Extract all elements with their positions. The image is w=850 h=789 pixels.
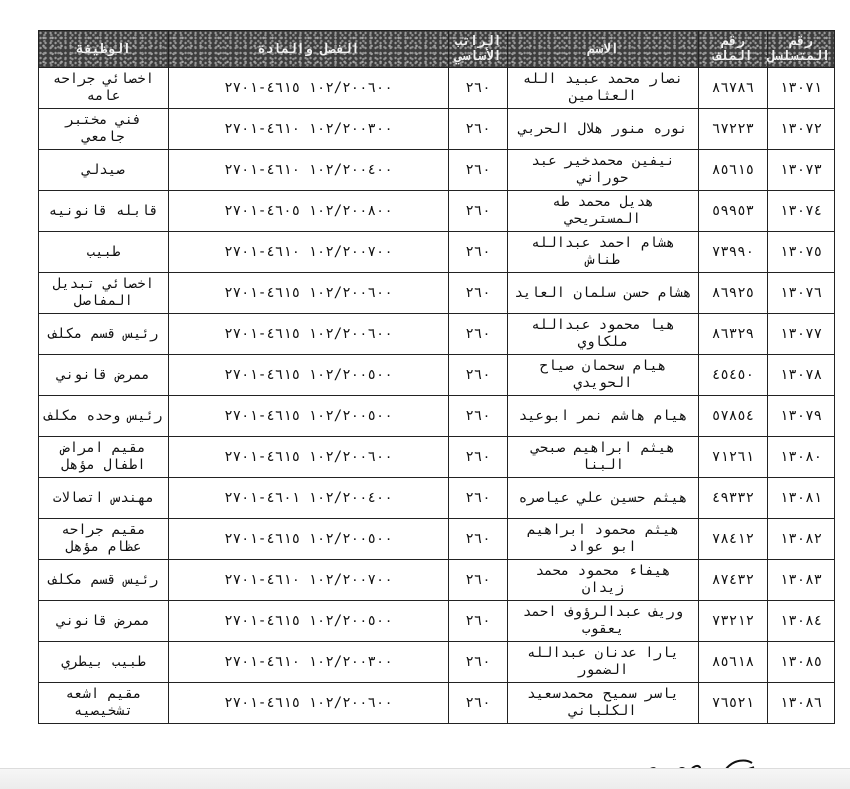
cell-serial: ١٣٠٧٣ [768, 150, 835, 191]
cell-basic-salary: ٢٦٠ [449, 232, 508, 273]
table-row [39, 683, 835, 724]
cell-name: وريف عبدالرؤوف احمد يعقوب [508, 601, 699, 642]
table-header-row [39, 31, 835, 68]
cell-name: هشام حسن سلمان العايد [508, 273, 699, 314]
cell-basic-salary: ٢٦٠ [449, 68, 508, 109]
cell-name: نيفين محمدخير عبد حوراني [508, 150, 699, 191]
cell-name: هيام هاشم نمر ابوعيد [508, 396, 699, 437]
cell-name: هيثم ابراهيم صبحي البنا [508, 437, 699, 478]
cell-name: يارا عدنان عبدالله الضمور [508, 642, 699, 683]
cell-job-title: اخصائي تبديل المفاصل [39, 273, 169, 314]
cell-basic-salary: ٢٦٠ [449, 478, 508, 519]
cell-serial: ١٣٠٨٣ [768, 560, 835, 601]
cell-job-title: مقيم اشعه تشخيصيه [39, 683, 169, 724]
cell-file-number: ٧٣٢١٢ [699, 601, 768, 642]
cell-file-number: ٨٧٤٣٢ [699, 560, 768, 601]
table-row [39, 191, 835, 232]
header-name: الاسم [508, 31, 699, 68]
cell-chapter-article: ١٠٢/٢٠٠٦٠٠ ٤٦١٥-٢٧٠١ [169, 273, 449, 314]
cell-serial: ١٣٠٧٦ [768, 273, 835, 314]
cell-basic-salary: ٢٦٠ [449, 396, 508, 437]
cell-chapter-article: ١٠٢/٢٠٠٦٠٠ ٤٦١٥-٢٧٠١ [169, 314, 449, 355]
table-row [39, 355, 835, 396]
cell-job-title: مقيم جراحه عظام مؤهل [39, 519, 169, 560]
table-row [39, 314, 835, 355]
header-job-title: الوظيفة [39, 31, 169, 68]
cell-chapter-article: ١٠٢/٢٠٠٥٠٠ ٤٦١٥-٢٧٠١ [169, 355, 449, 396]
cell-job-title: رئيس وحده مكلف [39, 396, 169, 437]
table-row [39, 437, 835, 478]
cell-job-title: صيدلي [39, 150, 169, 191]
cell-job-title: ممرض قانوني [39, 355, 169, 396]
cell-chapter-article: ١٠٢/٢٠٠٨٠٠ ٤٦٠٥-٢٧٠١ [169, 191, 449, 232]
cell-file-number: ٧٣٩٩٠ [699, 232, 768, 273]
cell-name: هيثم حسين علي عياصره [508, 478, 699, 519]
cell-job-title: فني مختبر جامعي [39, 109, 169, 150]
cell-chapter-article: ١٠٢/٢٠٠٦٠٠ ٤٦١٥-٢٧٠١ [169, 68, 449, 109]
cell-file-number: ٦٧٢٢٣ [699, 109, 768, 150]
header-chapter-article: الفصل والمادة [169, 31, 449, 68]
cell-serial: ١٣٠٨٦ [768, 683, 835, 724]
cell-job-title: رئيس قسم مكلف [39, 560, 169, 601]
cell-file-number: ٨٦٧٨٦ [699, 68, 768, 109]
cell-file-number: ٧٦٥٢١ [699, 683, 768, 724]
header-file-number: رقم الملف [699, 31, 768, 68]
cell-serial: ١٣٠٨٠ [768, 437, 835, 478]
cell-chapter-article: ١٠٢/٢٠٠٧٠٠ ٤٦١٠-٢٧٠١ [169, 232, 449, 273]
header-serial: رقم المتسلسل [768, 31, 835, 68]
table-row [39, 150, 835, 191]
cell-chapter-article: ١٠٢/٢٠٠٦٠٠ ٤٦١٥-٢٧٠١ [169, 683, 449, 724]
cell-chapter-article: ١٠٢/٢٠٠٧٠٠ ٤٦١٠-٢٧٠١ [169, 560, 449, 601]
cell-name: نصار محمد عبيد الله العثامين [508, 68, 699, 109]
cell-basic-salary: ٢٦٠ [449, 314, 508, 355]
table-row [39, 396, 835, 437]
cell-name: هيام سحمان صياح الحويدي [508, 355, 699, 396]
cell-basic-salary: ٢٦٠ [449, 683, 508, 724]
cell-job-title: رئيس قسم مكلف [39, 314, 169, 355]
cell-basic-salary: ٢٦٠ [449, 109, 508, 150]
cell-job-title: ممرض قانوني [39, 601, 169, 642]
viewer-bottom-bar [0, 768, 850, 789]
cell-file-number: ٧١٢٦١ [699, 437, 768, 478]
cell-name: نوره منور هلال الحربي [508, 109, 699, 150]
cell-serial: ١٣٠٧١ [768, 68, 835, 109]
cell-basic-salary: ٢٦٠ [449, 273, 508, 314]
cell-basic-salary: ٢٦٠ [449, 150, 508, 191]
cell-name: هيفاء محمود محمد زيدان [508, 560, 699, 601]
cell-chapter-article: ١٠٢/٢٠٠٥٠٠ ٤٦١٥-٢٧٠١ [169, 601, 449, 642]
cell-basic-salary: ٢٦٠ [449, 642, 508, 683]
table-row [39, 519, 835, 560]
cell-basic-salary: ٢٦٠ [449, 437, 508, 478]
cell-job-title: اخصائي جراحه عامه [39, 68, 169, 109]
cell-chapter-article: ١٠٢/٢٠٠٥٠٠ ٤٦١٥-٢٧٠١ [169, 519, 449, 560]
table-row [39, 560, 835, 601]
employee-table [38, 30, 835, 724]
table-row [39, 601, 835, 642]
cell-name: ياسر سميح محمدسعيد الكلباني [508, 683, 699, 724]
cell-serial: ١٣٠٧٧ [768, 314, 835, 355]
cell-basic-salary: ٢٦٠ [449, 191, 508, 232]
cell-basic-salary: ٢٦٠ [449, 601, 508, 642]
cell-basic-salary: ٢٦٠ [449, 519, 508, 560]
cell-name: هيثم محمود ابراهيم ابو عواد [508, 519, 699, 560]
cell-name: هديل محمد طه المستريحي [508, 191, 699, 232]
cell-job-title: مقيم امراض اطفال مؤهل [39, 437, 169, 478]
cell-job-title: طبيب [39, 232, 169, 273]
cell-serial: ١٣٠٧٢ [768, 109, 835, 150]
cell-file-number: ٤٩٣٣٢ [699, 478, 768, 519]
cell-chapter-article: ١٠٢/٢٠٠٣٠٠ ٤٦١٠-٢٧٠١ [169, 109, 449, 150]
cell-chapter-article: ١٠٢/٢٠٠٤٠٠ ٤٦١٠-٢٧٠١ [169, 150, 449, 191]
cell-serial: ١٣٠٨٤ [768, 601, 835, 642]
table-row [39, 273, 835, 314]
cell-serial: ١٣٠٨٥ [768, 642, 835, 683]
cell-file-number: ٤٥٤٥٠ [699, 355, 768, 396]
cell-file-number: ٥٩٩٥٣ [699, 191, 768, 232]
cell-chapter-article: ١٠٢/٢٠٠٣٠٠ ٤٦١٠-٢٧٠١ [169, 642, 449, 683]
table-row [39, 478, 835, 519]
cell-file-number: ٨٦٩٢٥ [699, 273, 768, 314]
table-row [39, 232, 835, 273]
cell-serial: ١٣٠٨١ [768, 478, 835, 519]
cell-serial: ١٣٠٨٢ [768, 519, 835, 560]
cell-serial: ١٣٠٧٩ [768, 396, 835, 437]
cell-job-title: طبيب بيطري [39, 642, 169, 683]
cell-name: هيا محمود عبدالله ملكاوي [508, 314, 699, 355]
cell-job-title: قابله قانونيه [39, 191, 169, 232]
cell-file-number: ٥٧٨٥٤ [699, 396, 768, 437]
header-basic-salary: الراتب الأساسي [449, 31, 508, 68]
table-row [39, 642, 835, 683]
cell-chapter-article: ١٠٢/٢٠٠٥٠٠ ٤٦١٥-٢٧٠١ [169, 396, 449, 437]
cell-name: هشام احمد عبدالله طناش [508, 232, 699, 273]
cell-serial: ١٣٠٧٤ [768, 191, 835, 232]
cell-serial: ١٣٠٧٨ [768, 355, 835, 396]
cell-job-title: مهندس اتصالات [39, 478, 169, 519]
cell-file-number: ٧٨٤١٢ [699, 519, 768, 560]
table-row [39, 109, 835, 150]
cell-file-number: ٨٥٦١٥ [699, 150, 768, 191]
cell-basic-salary: ٢٦٠ [449, 355, 508, 396]
cell-basic-salary: ٢٦٠ [449, 560, 508, 601]
cell-file-number: ٨٦٣٢٩ [699, 314, 768, 355]
cell-file-number: ٨٥٦١٨ [699, 642, 768, 683]
cell-serial: ١٣٠٧٥ [768, 232, 835, 273]
cell-chapter-article: ١٠٢/٢٠٠٦٠٠ ٤٦١٥-٢٧٠١ [169, 437, 449, 478]
table-row [39, 68, 835, 109]
cell-chapter-article: ١٠٢/٢٠٠٤٠٠ ٤٦٠١-٢٧٠١ [169, 478, 449, 519]
